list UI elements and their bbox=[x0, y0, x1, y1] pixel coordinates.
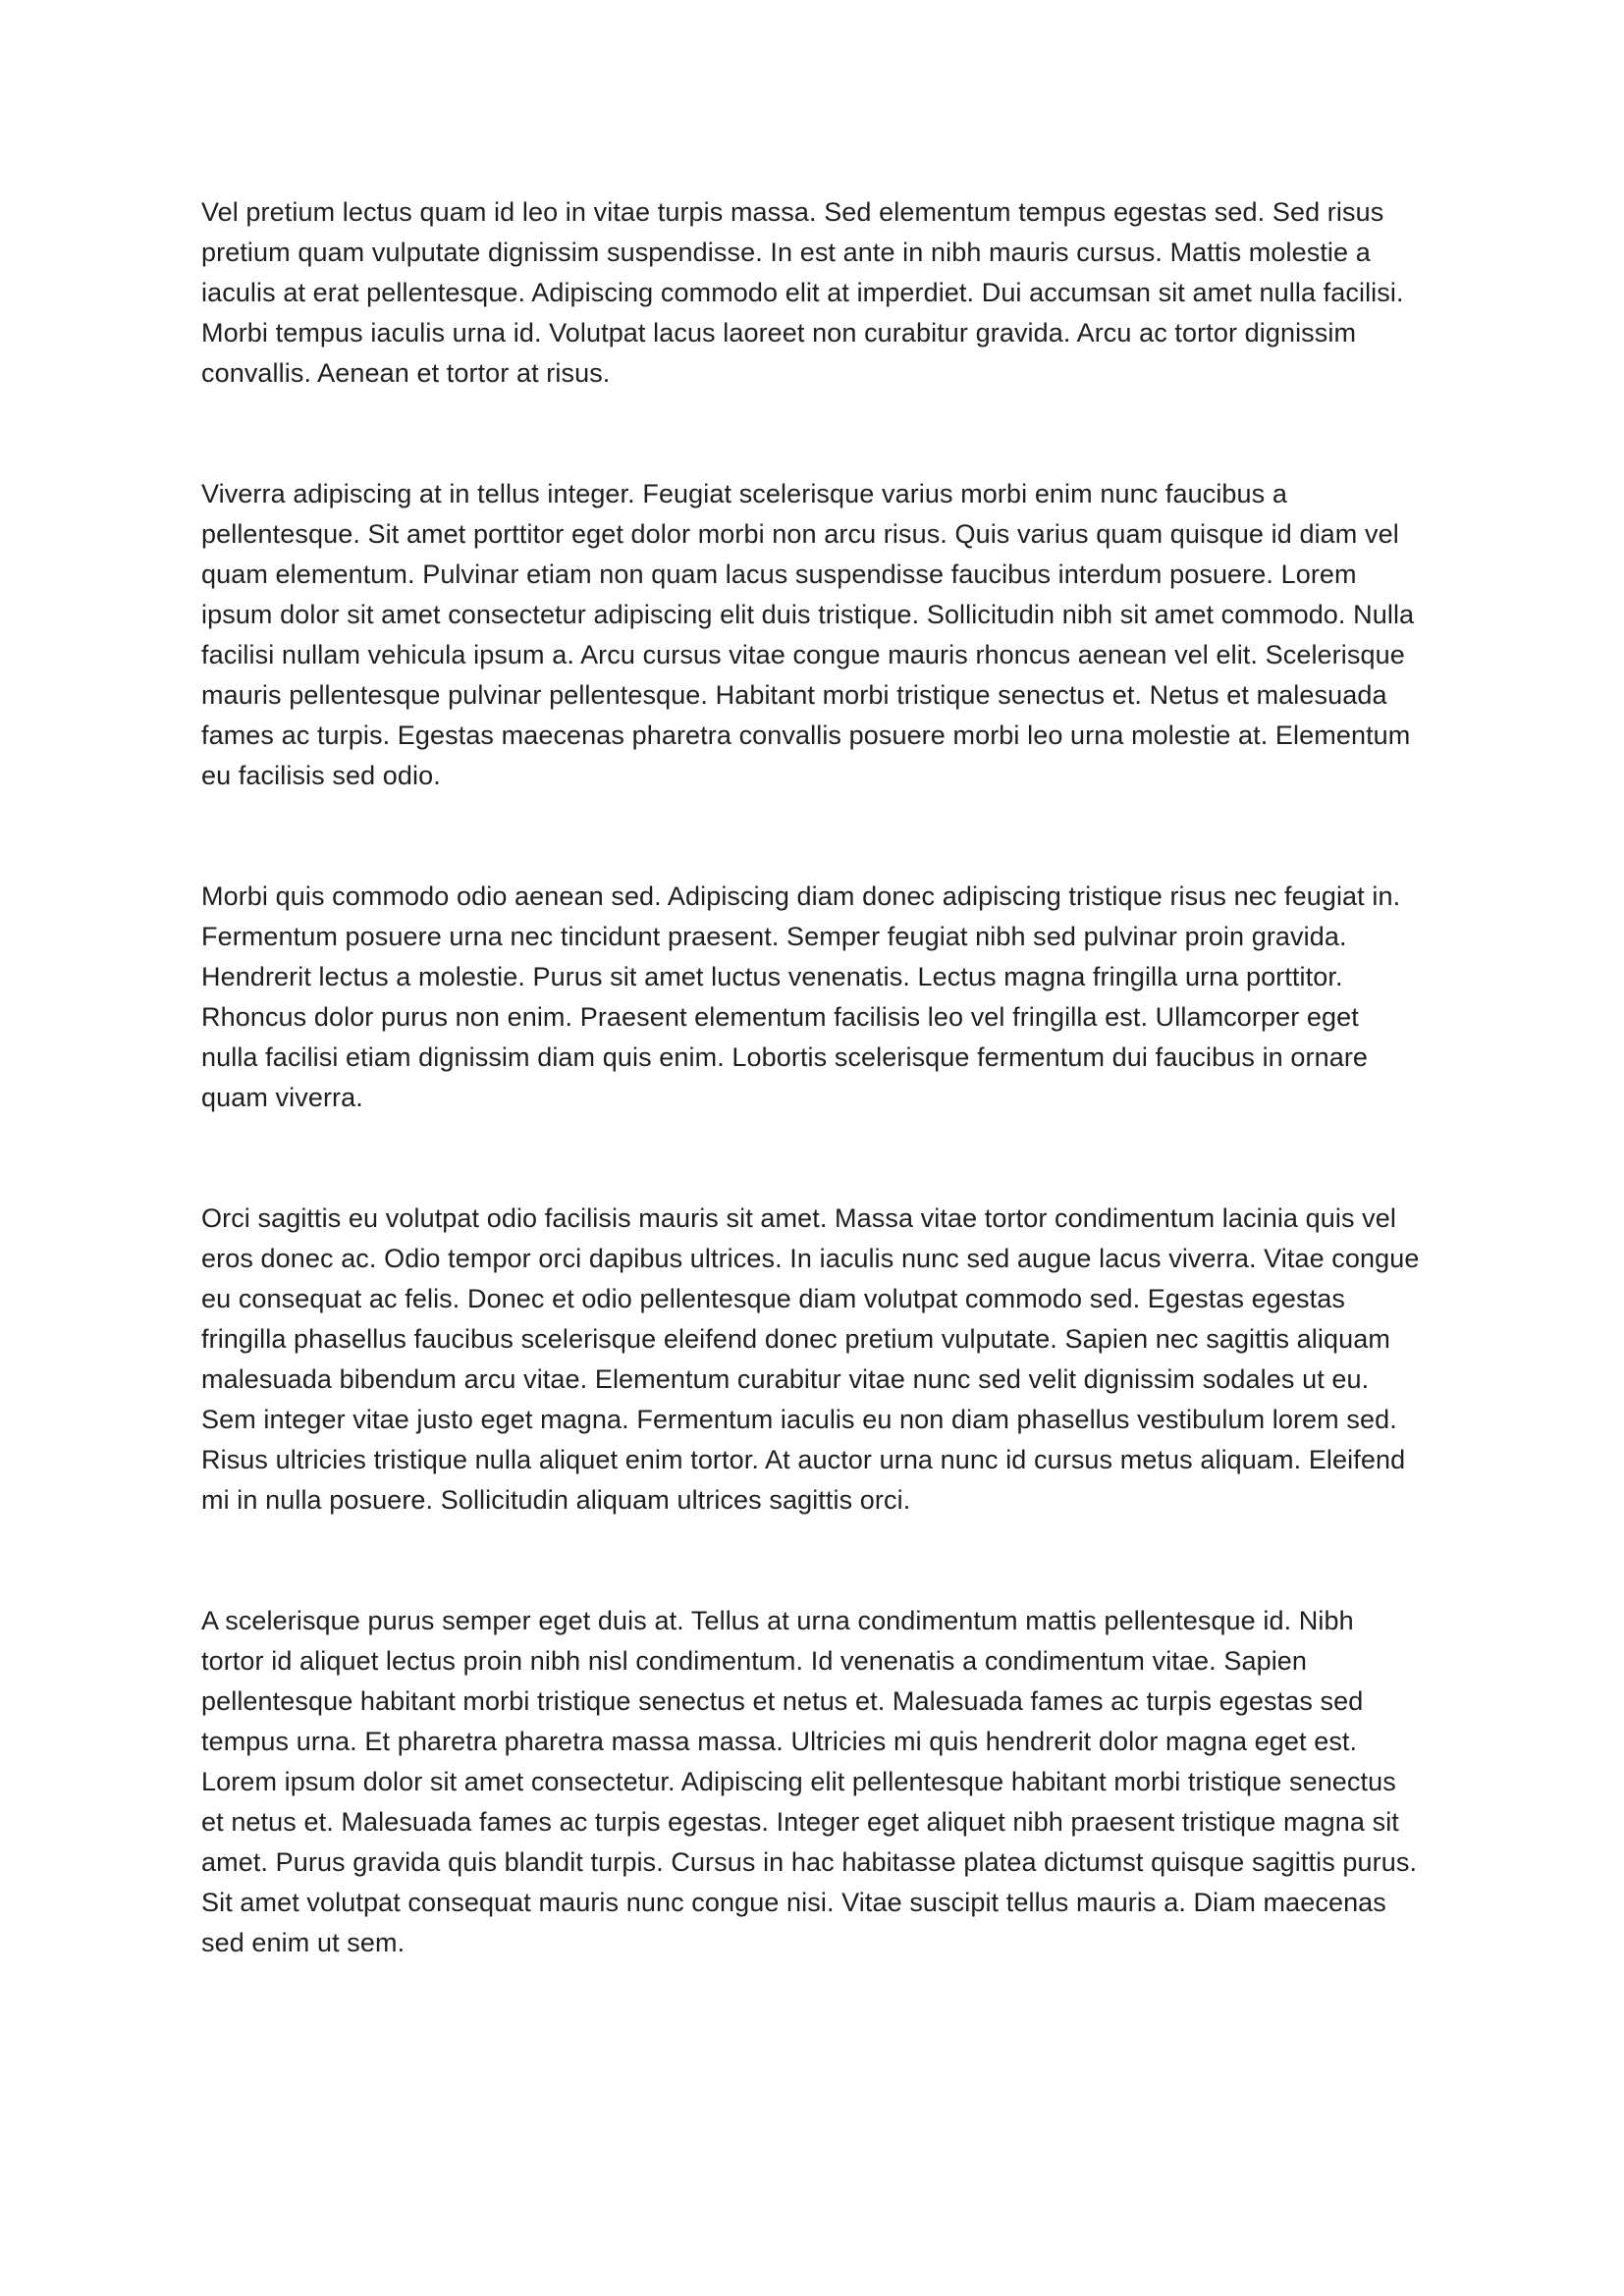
paragraph-2: Viverra adipiscing at in tellus integer. Feugiat scelerisque varius morbi enim nunc faucibus a pellentesque. Sit amet porttitor eget dolor morbi non arcu risus. Quis varius quam quisque id diam vel quam elementum. Pulvinar etiam non quam lacus suspendisse faucibus interdum posuere. Lorem ipsum dolor sit amet consectetur adipiscing elit duis tristique. Sollicitudin nibh sit amet commodo. Nulla facilisi nullam vehicula ipsum a. Arcu cursus vitae congue mauris rhoncus aenean vel elit. Scelerisque mauris pellentesque pulvinar pellentesque. Habitant morbi tristique senectus et. Netus et malesuada fames ac turpis. Egestas maecenas pharetra convallis posuere morbi leo urna molestie at. Elementum eu facilisis sed odio. bbox=[201, 479, 1415, 790]
paragraph-5: A scelerisque purus semper eget duis at. Tellus at urna condimentum mattis pellentesque id. Nibh tortor id aliquet lectus proin nibh nisl condimentum. Id venenatis a condimentum vitae. Sapien pellentesque habitant morbi tristique senectus et netus et. Malesuada fames ac turpis egestas sed tempus urna. Et pharetra pharetra massa massa. Ultricies mi quis hendrerit dolor magna eget est. Lorem ipsum dolor sit amet consectetur. Adipiscing elit pellentesque habitant morbi tristique senectus et netus et. Malesuada fames ac turpis egestas. Integer eget aliquet nibh praesent tristique magna sit amet. Purus gravida quis blandit turpis. Cursus in hac habitasse platea dictumst quisque sagittis purus. Sit amet volutpat consequat mauris nunc congue nisi. Vitae suscipit tellus mauris a. Diam maecenas sed enim ut sem. bbox=[201, 1606, 1418, 1957]
paragraph-3: Morbi quis commodo odio aenean sed. Adipiscing diam donec adipiscing tristique risus nec feugiat in. Fermentum posuere urna nec tincidunt praesent. Semper feugiat nibh sed pulvinar proin gravida. Hendrerit lectus a molestie. Purus sit amet luctus venenatis. Lectus magna fringilla urna porttitor. Rhoncus dolor purus non enim. Praesent elementum facilisis leo vel fringilla est. Ullamcorper eget nulla facilisi etiam dignissim diam quis enim. Lobortis scelerisque fermentum dui faucibus in ornare quam viverra. bbox=[201, 881, 1401, 1112]
document-text-block bbox=[201, 192, 1422, 1963]
paragraph-4: Orci sagittis eu volutpat odio facilisis mauris sit amet. Massa vitae tortor condimentum lacinia quis vel eros donec ac. Odio tempor orci dapibus ultrices. In iaculis nunc sed augue lacus viverra. Vitae congue eu consequat ac felis. Donec et odio pellentesque diam volutpat commodo sed. Egestas egestas fringilla phasellus faucibus scelerisque eleifend donec pretium vulputate. Sapien nec sagittis aliquam malesuada bibendum arcu vitae. Elementum curabitur vitae nunc sed velit dignissim sodales ut eu. Sem integer vitae justo eget magna. Fermentum iaculis eu non diam phasellus vestibulum lorem sed. Risus ultricies tristique nulla aliquet enim tortor. At auctor urna nunc id cursus metus aliquam. Eleifend mi in nulla posuere. Sollicitudin aliquam ultrices sagittis orci. bbox=[201, 1203, 1420, 1515]
paragraph-1: Vel pretium lectus quam id leo in vitae turpis massa. Sed elementum tempus egestas sed. Sed risus pretium quam vulputate dignissim suspendisse. In est ante in nibh mauris cursus. Mattis molestie a iaculis at erat pellentesque. Adipiscing commodo elit at imperdiet. Dui accumsan sit amet nulla facilisi. Morbi tempus iaculis urna id. Volutpat lacus laoreet non curabitur gravida. Arcu ac tortor dignissim convallis. Aenean et tortor at risus. bbox=[201, 197, 1404, 388]
